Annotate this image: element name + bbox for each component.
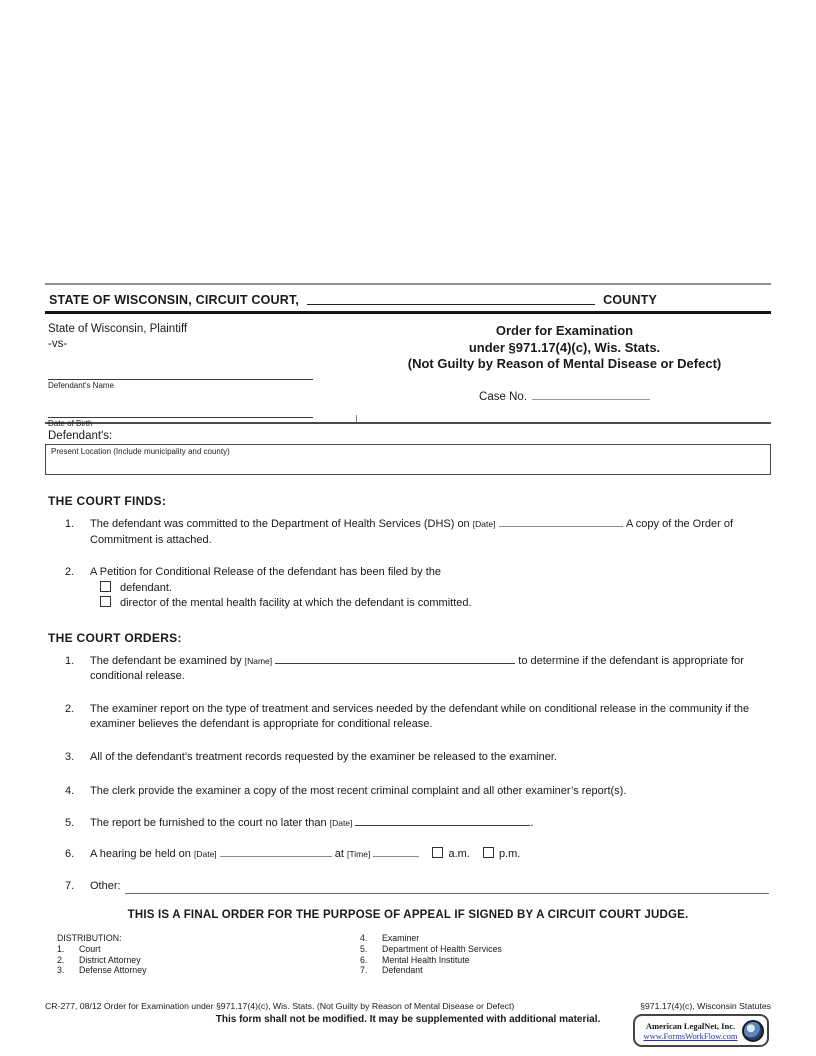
finds-item-2-lead: A Petition for Conditional Release of the defendant has been filed by the xyxy=(90,566,442,578)
dist-num: 2. xyxy=(57,954,65,965)
defendant-name-label: Defendant's Name xyxy=(48,381,115,390)
logo-text-block xyxy=(641,1021,740,1041)
hearing-date-blank[interactable] xyxy=(220,847,332,857)
court-finds-heading: THE COURT FINDS: xyxy=(48,494,167,508)
orders-item-6-at: at xyxy=(334,848,344,860)
court-header xyxy=(45,283,771,314)
dist-label: Defense Attorney xyxy=(79,965,147,976)
form-title-line1: Order for Examination xyxy=(495,323,634,338)
dist-num: 3. xyxy=(57,965,65,976)
orders-item-6 xyxy=(65,847,771,863)
date-token: [Date] xyxy=(329,817,353,828)
present-location-label: Present Location (Include municipality and county) xyxy=(51,447,230,456)
american-legalnet-logo xyxy=(633,1014,769,1047)
orders-item-6-text xyxy=(90,847,771,863)
item-number: 2. xyxy=(65,702,75,715)
list-item xyxy=(57,955,360,966)
court-header-prefix: STATE OF WISCONSIN, CIRCUIT COURT, xyxy=(49,293,300,307)
commitment-date-blank[interactable] xyxy=(499,517,621,527)
defendant-checkbox[interactable] xyxy=(100,581,111,592)
item-number: 7. xyxy=(65,879,75,892)
form-title-line2: under §971.17(4)(c), Wis. Stats. xyxy=(468,339,661,355)
defendant-section-label: Defendant's: xyxy=(48,430,113,442)
dist-label: District Attorney xyxy=(79,954,141,965)
finds-item-1-post: . A copy of the Order of Commitment is attached. xyxy=(90,518,734,546)
orders-item-2 xyxy=(65,702,771,733)
modification-note: This form shall not be modified. It may be supplemented with additional material. xyxy=(215,1014,601,1026)
final-order-statement: THIS IS A FINAL ORDER FOR THE PURPOSE OF APPEAL IF SIGNED BY A CIRCUIT COURT JUDGE. xyxy=(127,909,689,921)
finds-item-1 xyxy=(65,517,771,548)
other-label: Other: xyxy=(90,879,121,892)
name-token: [Name] xyxy=(244,655,273,666)
list-item xyxy=(57,965,360,976)
finds-item-1-text xyxy=(90,517,771,548)
form-title-line3: (Not Guilty by Reason of Mental Disease or Defect) xyxy=(407,356,722,371)
distribution-right-column xyxy=(360,933,502,976)
case-number-row xyxy=(358,389,771,403)
pm-checkbox[interactable] xyxy=(483,847,494,858)
orders-item-5-text xyxy=(90,816,771,832)
finds-item-2-text xyxy=(90,565,771,612)
dist-label: Court xyxy=(79,943,101,954)
form-id-text: CR-277, 08/12 Order for Examination under §971.17(4)(c), Wis. Stats. (Not Guilty by Reason of Mental Disease or Defect) xyxy=(45,1001,515,1012)
item-number: 1. xyxy=(65,518,75,530)
distribution-heading: DISTRIBUTION: xyxy=(57,933,122,943)
defendant-checkbox-label: defendant. xyxy=(120,581,172,594)
examiner-name-blank[interactable] xyxy=(275,654,515,664)
case-caption xyxy=(45,314,771,428)
item-number: 2. xyxy=(65,566,75,578)
other-blank[interactable] xyxy=(125,883,769,894)
orders-item-5 xyxy=(65,816,771,832)
report-due-date-blank[interactable] xyxy=(355,816,530,826)
distribution-list xyxy=(57,933,771,976)
petition-filed-by-defendant-row xyxy=(100,581,769,597)
dist-num: 5. xyxy=(360,943,368,954)
item-number: 3. xyxy=(65,750,75,763)
date-token: [Date] xyxy=(472,519,496,529)
list-item xyxy=(360,944,502,955)
present-location-box[interactable] xyxy=(45,444,771,475)
orders-item-1 xyxy=(65,654,771,685)
defendant-name-blank[interactable] xyxy=(48,366,313,380)
dist-num: 7. xyxy=(360,965,368,976)
orders-item-5-pre: The report be furnished to the court no later than xyxy=(90,816,327,829)
am-label: a.m. xyxy=(448,848,470,860)
item-number: 1. xyxy=(65,654,75,667)
petition-filed-by-director-row xyxy=(100,596,769,612)
list-item xyxy=(360,965,502,976)
orders-item-5-post: . xyxy=(530,816,534,829)
dob-blank[interactable] xyxy=(48,404,313,418)
court-orders-heading: THE COURT ORDERS: xyxy=(48,630,182,645)
globe-icon xyxy=(742,1020,764,1042)
director-checkbox-label: director of the mental health facility at which the defendant is committed. xyxy=(120,597,472,609)
form-footer xyxy=(45,1001,771,1011)
time-token: [Time] xyxy=(347,849,371,859)
dist-label: Mental Health Institute xyxy=(382,954,470,965)
orders-item-7-text xyxy=(90,879,771,895)
orders-item-1-text xyxy=(90,654,771,685)
orders-item-4-text: The clerk provide the examiner a copy of the most recent criminal complaint and all other examiner’s report(s). xyxy=(90,785,627,797)
orders-item-6-pre: A hearing be held on xyxy=(90,848,191,860)
date-token: [Date] xyxy=(193,849,217,859)
dist-num: 1. xyxy=(57,943,65,954)
director-checkbox[interactable] xyxy=(100,596,111,607)
case-number-label: Case No. xyxy=(479,390,527,403)
item-number: 5. xyxy=(65,816,75,829)
orders-item-2-text: The examiner report on the type of treatment and services needed by the defendant while on conditional release in the community if the examiner believes the defendant is appropriate for conditional release. xyxy=(90,702,750,730)
caption-title-block xyxy=(358,323,771,422)
caption-parties xyxy=(45,323,358,428)
finds-item-1-pre: The defendant was committed to the Department of Health Services (DHS) on xyxy=(90,518,470,530)
pm-label: p.m. xyxy=(498,848,521,860)
plaintiff-label: State of Wisconsin, Plaintiff xyxy=(48,323,188,335)
logo-company-name: American LegalNet, Inc. xyxy=(645,1020,736,1031)
dist-label: Examiner xyxy=(382,933,420,943)
list-item xyxy=(360,933,502,944)
statute-reference: §971.17(4)(c), Wisconsin Statutes xyxy=(640,1001,771,1012)
dist-num: 6. xyxy=(360,954,368,965)
finds-item-2 xyxy=(65,565,771,612)
logo-website-link[interactable]: www.FormsWorkFlow.com xyxy=(643,1030,738,1041)
caption-divider-tick xyxy=(356,415,357,422)
form-page xyxy=(45,283,771,1025)
court-header-suffix: COUNTY xyxy=(603,293,658,307)
dist-label: Defendant xyxy=(382,965,423,976)
orders-item-3-text: All of the defendant’s treatment records requested by the examiner be released to the examiner. xyxy=(90,750,557,763)
dist-num: 4. xyxy=(360,933,368,943)
case-number-blank[interactable] xyxy=(532,389,650,400)
orders-item-3 xyxy=(65,750,771,766)
hearing-time-blank[interactable] xyxy=(373,847,419,857)
county-blank[interactable] xyxy=(307,293,595,305)
orders-item-1-pre: The defendant be examined by xyxy=(90,654,242,667)
item-number: 6. xyxy=(65,848,75,860)
orders-item-7 xyxy=(65,879,771,895)
item-number: 4. xyxy=(65,785,75,797)
orders-item-1-post: to determine if the defendant is appropriate for conditional release. xyxy=(90,654,744,682)
orders-item-4 xyxy=(65,784,771,800)
distribution-left-column xyxy=(57,933,360,976)
vs-label: -vs- xyxy=(48,338,68,350)
dob-label: Date of Birth xyxy=(48,419,93,428)
dist-label: Department of Health Services xyxy=(382,943,502,954)
list-item xyxy=(57,944,360,955)
am-checkbox[interactable] xyxy=(432,847,443,858)
list-item xyxy=(360,955,502,966)
